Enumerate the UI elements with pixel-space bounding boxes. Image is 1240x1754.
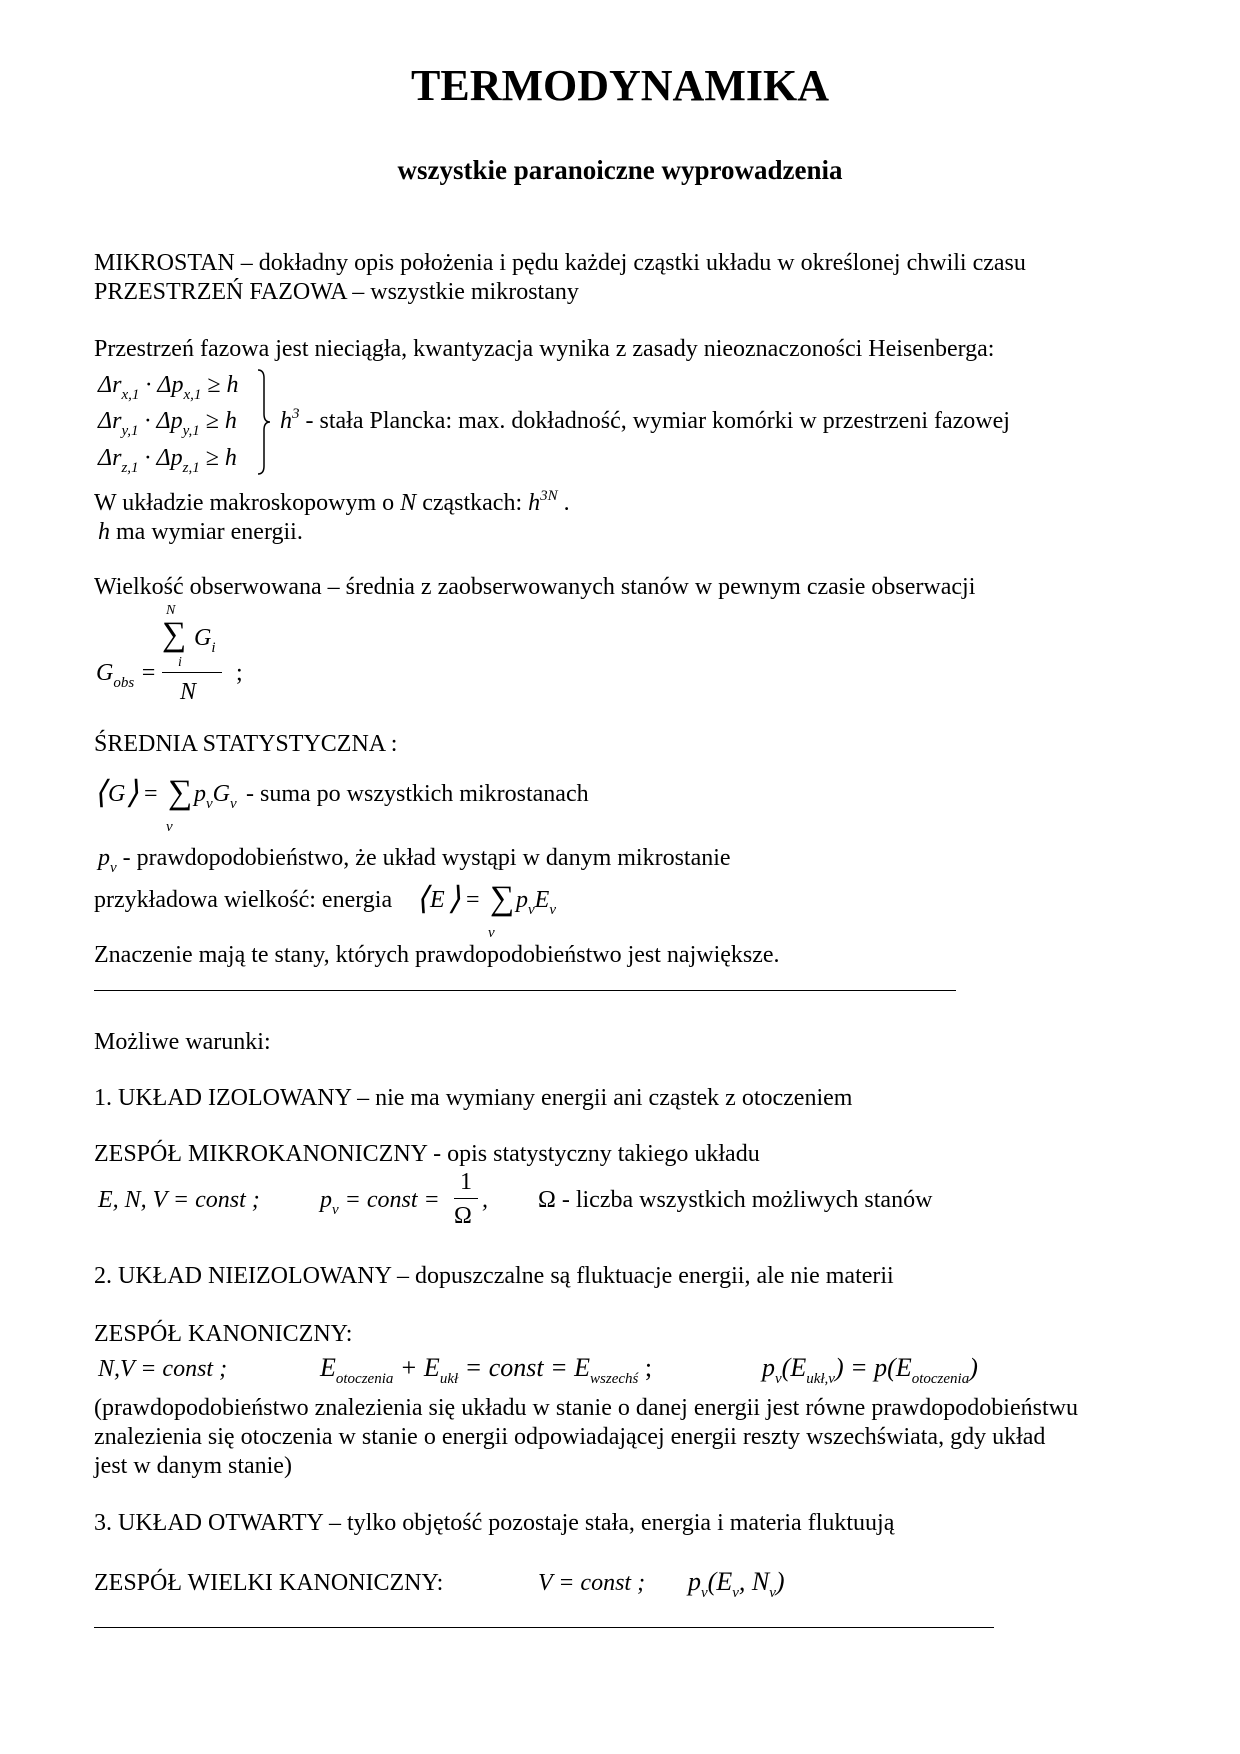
observed-definition: Wielkość obserwowana – średnia z zaobserwowanych stanów w pewnym czasie obserwacji [94,574,976,600]
macro-text-b: cząstkach: [416,490,529,516]
definition-microstate: MIKROSTAN – dokładny opis położenia i pędu każdej cząstki układu w określonej chwili czasu [94,250,1026,276]
heisenberg-x: $\Delta r_{x,1} \cdot \Delta p_{x,1} \ge h$ [98,372,239,403]
heisenberg-z: $\Delta r_{z,1} \cdot \Delta p_{z,1} \ge h$ [98,445,237,476]
canonical-prob: $p_v(E_{ukł,v}) = p(E_{otoczenia})$ [762,1353,978,1387]
pv-note: $p_v$ - prawdopodobieństwo, że układ wystąpi w danym mikrostanie [98,845,731,876]
energy-example: przykładowa wielkość: energia ⟨ E ⟩ = ∑ v $p_vE_v$ [94,880,557,941]
grand-canonical-prob: $p_v(E_v$, $N_v$) [688,1567,785,1601]
condition-open: 3. UKŁAD OTWARTY – tylko objętość pozostaje stała, energia i materia fluktuują [94,1510,895,1536]
h-dimension: h ma wymiar energii. [98,519,303,545]
pv-note-text: - prawdopodobieństwo, że układ wystąpi w danym mikrostanie [116,845,731,871]
condition-isolated: 1. UKŁAD IZOLOWANY – nie ma wymiany energii ani cząstek z otoczeniem [94,1085,853,1111]
definition-phase-space: PRZESTRZEŃ FAZOWA – wszystkie mikrostany [94,279,579,305]
divider-2 [94,1627,994,1628]
canonical-const: N,V = const ; [98,1356,228,1382]
grand-canonical-heading: ZESPÓŁ WIELKI KANONICZNY: [94,1570,444,1596]
grand-canonical-const: V = const ; [538,1570,646,1596]
canonical-note-1: (prawdopodobieństwo znalezienia się układu w stanie o danej energii jest równe prawdopodobieństwu [94,1395,1078,1421]
divider-1 [94,990,956,991]
page-subtitle: wszystkie paranoiczne wyprowadzenia [397,155,843,185]
page-title: TERMODYNAMIKA [411,61,829,110]
conditions-heading: Możliwe warunki: [94,1029,271,1055]
conclusion: Znaczenie mają te stany, których prawdopodobieństwo jest największe. [94,942,780,968]
canonical-energy: $E_{otoczenia} + E_{ukł}$ = const = $E_{wszechś}$ ; [320,1353,653,1387]
energy-example-text: przykładowa wielkość: energia [94,887,393,913]
condition-nonisolated: 2. UKŁAD NIEIZOLOWANY – dopuszczalne są fluktuacje energii, ale nie materii [94,1263,894,1289]
microcanonical-omega: Ω - liczba wszystkich możliwych stanów [538,1187,933,1213]
h-dimension-text: ma wymiar energii. [110,519,303,545]
canonical-note-3: jest w danym stanie) [94,1453,292,1479]
right-brace [257,368,271,476]
microcanonical-const: E, N, V = const ; [98,1187,260,1213]
statistical-mean-heading: ŚREDNIA STATYSTYCZNA : [94,731,398,757]
phase-space-intro: Przestrzeń fazowa jest nieciągła, kwantyzacja wynika z zasady nieoznaczoności Heisenberga: [94,336,995,362]
planck-note-text: - stała Plancka: max. dokładność, wymiar komórki w przestrzeni fazowej [299,408,1010,434]
canonical-heading: ZESPÓŁ KANONICZNY: [94,1321,353,1347]
macro-text-a: W układzie makroskopowym o [94,490,401,516]
canonical-note-2: znalezienia się otoczenia w stanie o energii odpowiadającej energii reszty wszechświata, gdy układ [94,1424,1046,1450]
mean-formula-note: - suma po wszystkich mikrostanach [246,781,589,807]
planck-note: $h^3$ - stała Plancka: max. dokładność, wymiar komórki w przestrzeni fazowej [280,406,1010,434]
macroscopic-note: W układzie makroskopowym o N cząstkach: $h^{3N}$ . [94,488,570,516]
heisenberg-y: $\Delta r_{y,1} \cdot \Delta p_{y,1} \ge h$ [98,408,237,439]
microcanonical-heading: ZESPÓŁ MIKROKANONICZNY - opis statystyczny takiego układu [94,1141,760,1167]
